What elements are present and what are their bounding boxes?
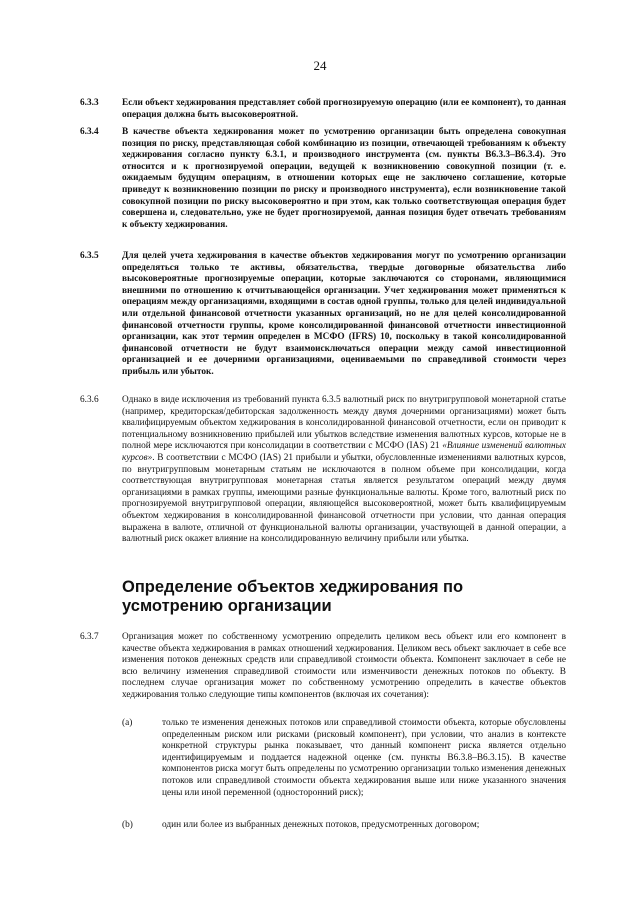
paragraph-6-3-5 [80,251,566,379]
list-item-label: (a) [122,718,133,728]
standard-title: «Влияние изменений валютных курсов» [122,441,566,463]
list-item-a [122,718,566,799]
paragraph-6-3-4 [80,127,566,231]
paragraph-6-3-7 [80,632,566,702]
section-heading: Определение объектов хеджирования по усмотрению организации [122,578,464,615]
paragraph-number: 6.3.4 [80,127,99,137]
page-number: 24 [313,58,327,73]
list-item-text: только те изменения денежных потоков или справедливой стоимости объекта, которые обусловлены определенным риском или рисками (рисковый компонент), при условии, что анализ в контексте конкретной структуры рынка показывает, что данный компонент риска является отдельно идентифицируемым и поддается надежной оценке (см. пункты B6.3.8–B6.3.15). В качестве компонентов риска могут быть определены по усмотрению организации только изменения денежных потоков или справедливой стоимости объекта хеджирования выше или ниже указанного значения цены или иной переменной (односторонний риск); [162,718,566,798]
list-item-b [122,820,566,832]
list-item-label: (b) [122,820,133,830]
paragraph-text-part: Однако в виде исключения из требований пункта 6.3.5 валютный риск по внутригрупповой монетарной статье (например, кредиторская/дебиторская задолженность между двумя дочерними организациями) может быть квалифицируемым объектом хеджирования в консолидированной финансовой отчетности, если он приводит к потенциальному возникновению прибылей или убытков вследствие изменения валютных курсов, которые не в полной мере исключаются при консолидации в соответствии с МСФО (IAS) 21 [122,395,566,452]
paragraph-text [122,395,566,546]
paragraph-text: Для целей учета хеджирования в качестве объектов хеджирования могут по усмотрению организации определяться только те активы, обязательства, твердые договорные обязательства либо высоковероятные прогнозируемые операции, которые заключаются со сторонами, являющимися внешними по отношению к отчитывающейся организации. Учет хеджирования может применяться к операциям между организациями, входящими в состав одной группы, только для целей индивидуальной или отдельной финансовой отчетности указанных организаций, но не для целей консолидированной финансовой отчетности группы, кроме консолидированной финансовой отчетности инвестиционной организации, как этот термин определен в МСФО (IFRS) 10, поскольку в такой консолидированной финансовой отчетности не будут взаимоисключаться операции между самой инвестиционной организацией и ее дочерними организациями, оцениваемыми по справедливой стоимости через прибыль или убыток. [122,251,566,377]
list-item-text: один или более из выбранных денежных потоков, предусмотренных договором; [162,820,480,830]
paragraph-6-3-6 [80,395,566,546]
paragraph-number: 6.3.5 [80,251,99,261]
paragraph-number: 6.3.6 [80,395,99,405]
paragraph-text: Если объект хеджирования представляет собой прогнозируемую операцию (или ее компонент), то данная операция должна быть высоковероятной. [122,98,566,120]
paragraph-text: В качестве объекта хеджирования может по усмотрению организации быть определена совокупная позиция по риску, представляющая собой комбинацию из позиции, отвечающей требованиям к объекту хеджирования согласно пункту 6.3.1, и производного инструмента (см. пункты B6.3.3–B6.3.4). Это относится и к прогнозируемой операции, ведущей к возникновению совокупной позиции (т. е. ожидаемым будущим операциям, в отношении которых еще не заключено соглашение, которые приведут к возникновению позиции по риску и производного инструмента), если возникновение такой совокупной позиции по риску высоковероятно и при этом, как только соответствующая операция будет совершена и, следовательно, уже не будет прогнозируемой, данная позиция будет отвечать требованиям к объекту хеджирования. [122,127,566,230]
paragraph-6-3-3 [80,98,566,121]
paragraph-number: 6.3.3 [80,98,99,108]
paragraph-text-part: . В соответствии с МСФО (IAS) 21 прибыли и убытки, обусловленные изменениями валютных курсов, по внутригрупповым монетарным статьям не исключаются в полном объеме при консолидации, когда соответствующая внутригрупповая монетарная статья является результатом операций между двумя организациями в рамках группы, имеющими разные функциональные валюты. Кроме того, валютный риск по прогнозируемой внутригрупповой операции, являющейся высоковероятной, может быть квалифицируемым объектом хеджирования в консолидированной финансовой отчетности при условии, что данная операция выражена в валюте, отличной от функциональной валюты организации, участвующей в данной операции, а валютный риск окажет влияние на консолидированную величину прибыли или убытка. [122,452,566,545]
paragraph-number: 6.3.7 [80,632,99,642]
paragraph-text: Организация может по собственному усмотрению определить целиком весь объект или его компонент в качестве объекта хеджирования в рамках отношений хеджирования. Целиком весь объект заключает в себе все изменения потоков денежных средств или справедливой стоимости объекта. Компонент заключает в себе не всю величину изменения справедливой стоимости или изменчивости денежных потоков по объекту. В последнем случае организация может по собственному усмотрению определить в качестве объектов хеджирования только следующие типы компонентов (включая их сочетания): [122,632,566,700]
